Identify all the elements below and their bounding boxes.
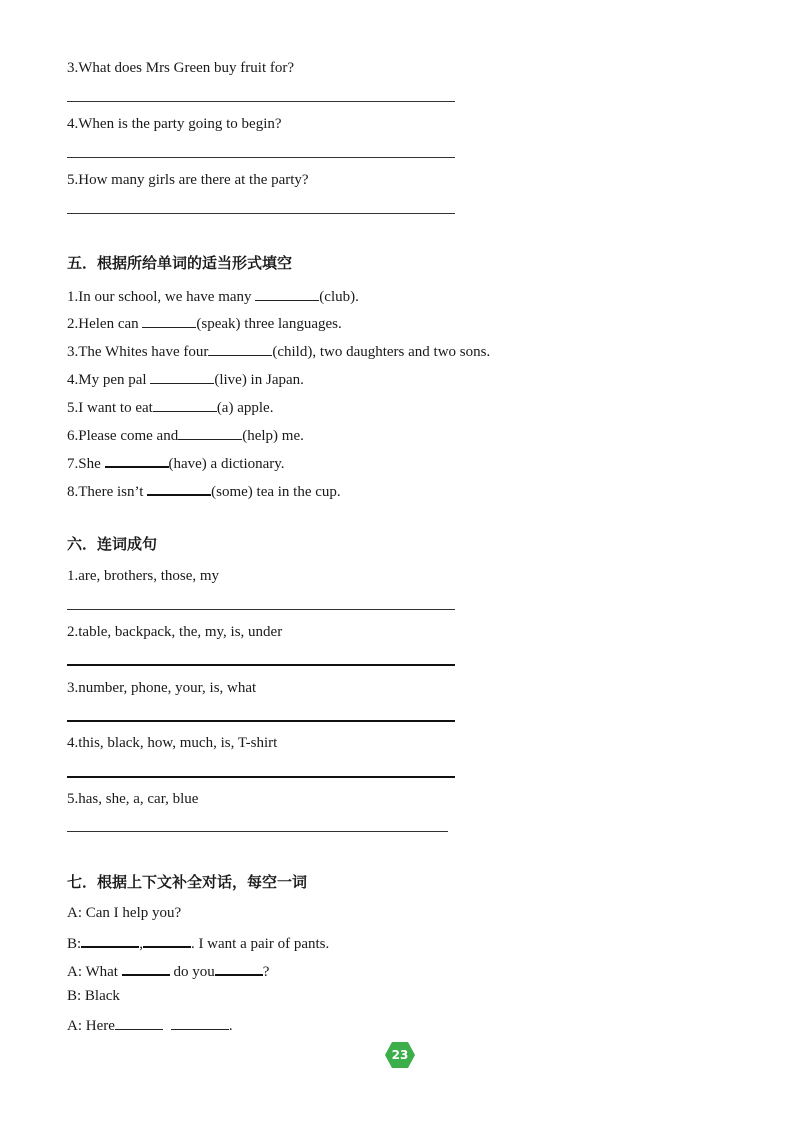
blank[interactable] [147,480,211,496]
item-text: 4.My pen pal [67,372,151,388]
fill-item-7 [67,452,285,473]
fill-item-3 [67,341,490,361]
blank[interactable] [105,452,169,468]
section-6-title: 六．连词成句 [67,535,158,553]
dialogue-text: . [228,1018,233,1034]
item-text: (live) in Japan. [214,372,304,388]
dialogue-text: do you [169,964,215,980]
item-text: (child), two daughters and two sons. [272,344,491,360]
dialogue-line-4: B: Black [67,988,120,1004]
word-order-1: 1.are, brothers, those, my [67,568,220,584]
word-order-3: 3.number, phone, your, is, what [67,680,257,696]
blank[interactable] [178,425,242,440]
item-text: (a) apple. [216,400,274,416]
dialogue-line-3 [67,960,269,981]
section-7-title: 七．根据上下文补全对话，每空一词 [67,873,308,891]
fill-item-4 [67,369,304,389]
blank[interactable] [255,286,319,301]
dialogue-line-1: A: Can I help you? [67,905,182,921]
answer-line-w1[interactable] [67,609,455,610]
blank[interactable] [142,313,196,328]
item-text: 1.In our school, we have many [67,289,256,305]
item-text: 6.Please come and [67,428,179,444]
item-text: 5.I want to eat [67,400,153,416]
fill-item-6 [67,425,304,445]
blank[interactable] [122,960,170,976]
dialogue-line-2 [67,932,329,953]
page-number-badge [384,1041,416,1069]
dialogue-text: , [139,936,143,952]
blank[interactable] [215,960,263,976]
blank[interactable] [150,369,214,384]
fill-item-1 [67,286,359,306]
fill-item-2 [67,313,342,333]
fill-item-8 [67,480,341,501]
item-text: (club). [319,289,359,305]
item-text: 7.She [67,456,105,472]
item-text: (speak) three languages. [196,316,342,332]
answer-line-5[interactable] [67,213,455,214]
dialogue-text: A: Here [67,1018,115,1034]
question-5: 5.How many girls are there at the party? [67,172,309,188]
dialogue-text: ? [262,964,270,980]
dialogue-text: . I want a pair of pants. [190,936,330,952]
dialogue-text: B: [67,936,82,952]
answer-line-4[interactable] [67,157,455,158]
dialogue-line-5 [67,1015,233,1035]
question-4: 4.When is the party going to begin? [67,116,282,132]
blank[interactable] [171,1015,229,1030]
item-text: 8.There isn’t [67,484,148,500]
item-text: 3.The Whites have four [67,344,209,360]
item-text: (some) tea in the cup. [211,484,341,500]
answer-line-w3[interactable] [67,720,455,722]
blank[interactable] [208,341,272,356]
item-text: (help) me. [242,428,304,444]
blank[interactable] [81,932,139,948]
answer-line-w4[interactable] [67,776,455,778]
question-3: 3.What does Mrs Green buy fruit for? [67,60,295,76]
blank[interactable] [153,397,217,412]
answer-line-w2[interactable] [67,664,455,666]
word-order-4: 4.this, black, how, much, is, T-shirt [67,735,278,751]
dialogue-text: A: What [67,964,122,980]
item-text: 2.Helen can [67,316,143,332]
word-order-2: 2.table, backpack, the, my, is, under [67,624,283,640]
answer-line-w5[interactable] [67,831,448,832]
page-number: 23 [391,1048,409,1062]
fill-item-5 [67,397,273,417]
answer-line-3[interactable] [67,101,455,102]
item-text: (have) a dictionary. [168,456,285,472]
section-5-title: 五．根据所给单词的适当形式填空 [67,254,293,272]
word-order-5: 5.has, she, a, car, blue [67,791,199,807]
blank[interactable] [143,932,191,948]
blank[interactable] [115,1015,163,1030]
